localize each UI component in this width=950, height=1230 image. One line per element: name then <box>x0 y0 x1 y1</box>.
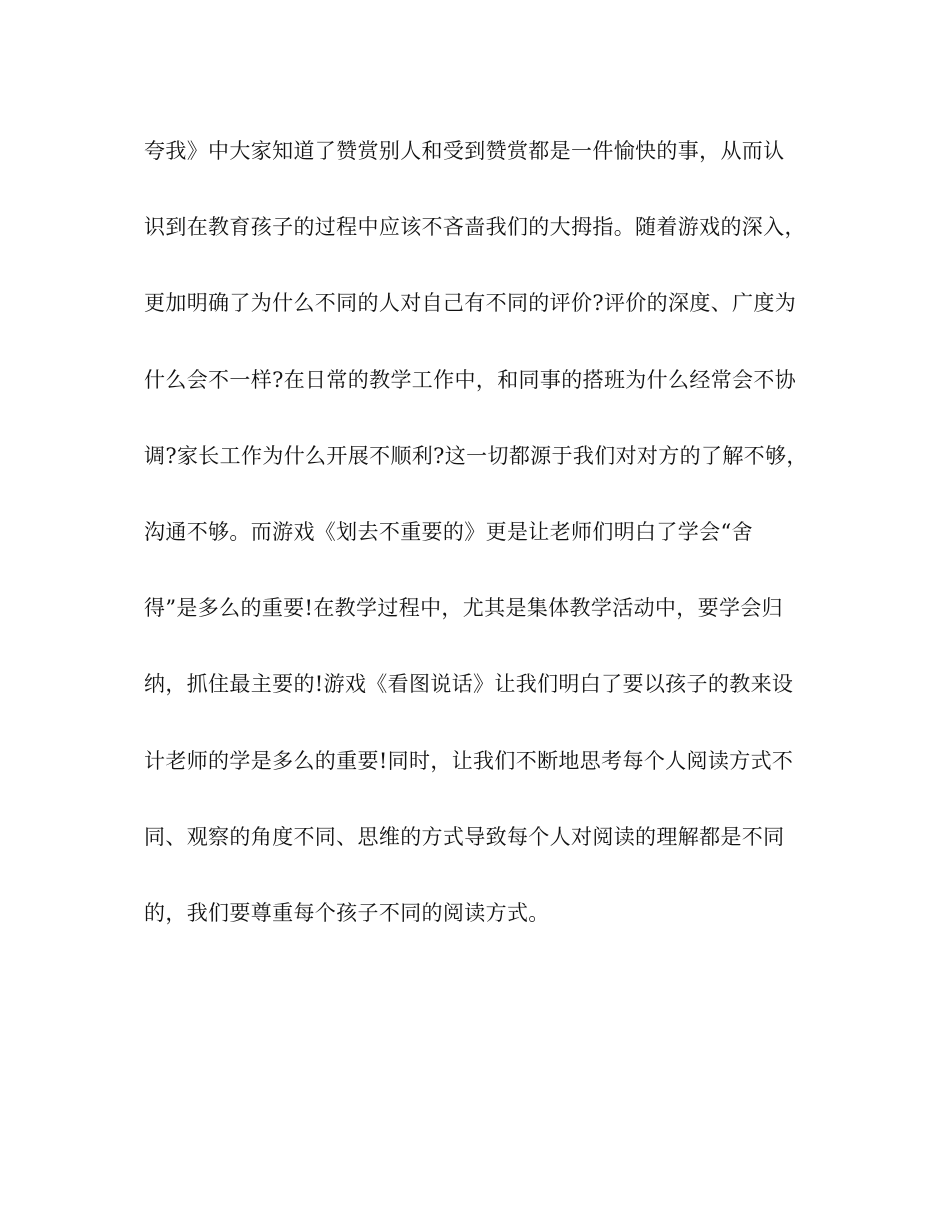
text-line: 识到在教育孩子的过程中应该不吝啬我们的大拇指。随着游戏的深入， <box>144 215 806 240</box>
text-line: 的，我们要尊重每个孩子不同的阅读方式。 <box>144 900 550 925</box>
text-line: 计老师的学是多么的重要!同时，让我们不断地思考每个人阅读方式不 <box>144 748 794 773</box>
text-line: 纳，抓住最主要的!游戏《看图说话》让我们明白了要以孩子的教来设 <box>144 672 794 697</box>
text-line: 更加明确了为什么不同的人对自己有不同的评价?评价的深度、广度为 <box>144 291 797 316</box>
body-paragraph <box>144 141 814 979</box>
text-line: 什么会不一样?在日常的教学工作中，和同事的搭班为什么经常会不协 <box>144 367 797 392</box>
text-line: 同、观察的角度不同、思维的方式导致每个人对阅读的理解都是不同 <box>144 824 785 849</box>
text-line: 沟通不够。而游戏《划去不重要的》更是让老师们明白了学会“舍 <box>144 519 753 544</box>
text-line: 夸我》中大家知道了赞赏别人和受到赞赏都是一件愉快的事，从而认 <box>144 139 785 163</box>
text-line: 得”是多么的重要!在教学过程中，尤其是集体教学活动中，要学会归 <box>144 596 784 621</box>
text-line: 调?家长工作为什么开展不顺利?这一切都源于我们对对方的了解不够， <box>144 443 808 468</box>
